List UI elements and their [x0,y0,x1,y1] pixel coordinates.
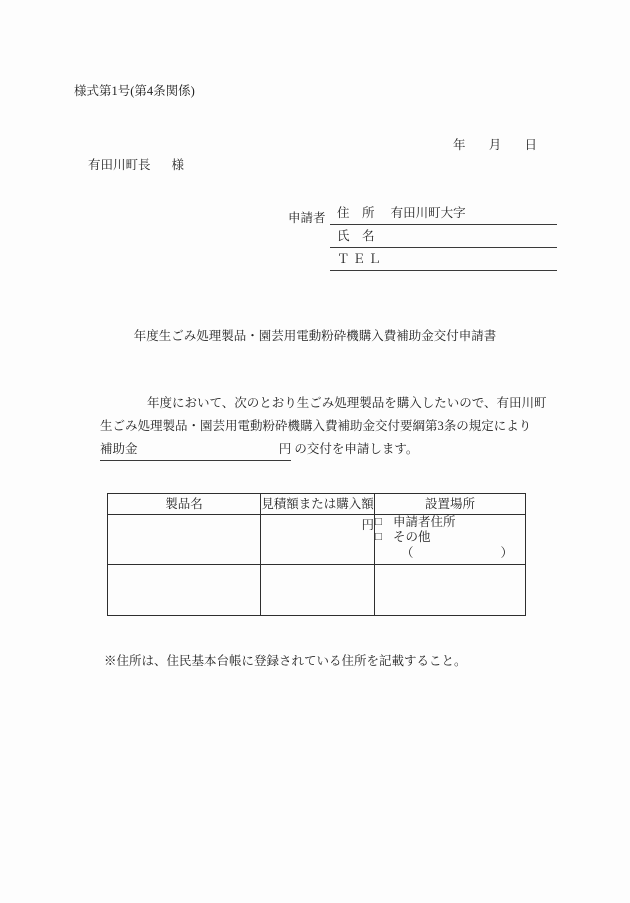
applicant-fields [330,202,557,271]
day-label: 日 [524,138,537,152]
addressee-name: 有田川町長 [88,158,151,172]
checkbox-applicant-address[interactable]: □ [375,516,382,528]
header-estimate-or-purchase-amount: 見積額または購入額 [261,494,375,515]
tel-fill-line[interactable] [330,248,557,271]
option-label-other: その他 [393,530,431,544]
name-fill-line[interactable] [330,225,557,248]
tel-label: Ｔ Ｅ Ｌ [337,252,381,266]
month-label: 月 [488,138,502,152]
checkbox-other[interactable]: □ [375,531,382,543]
footnote: ※住所は、住民基本台帳に登録されている住所を記載すること。 [104,654,467,668]
other-location-fill-blank[interactable] [401,546,513,561]
product-name-cell-2[interactable] [108,565,261,616]
body-paragraph [100,392,550,461]
product-name-cell[interactable] [108,515,261,565]
date-fill-line[interactable] [453,135,537,153]
paren-close: ） [500,546,513,560]
table-row [108,565,526,616]
document-title: 年度生ごみ処理製品・園芸用電動粉砕機購入費補助金交付申請書 [133,329,497,343]
body-line-2: 生ごみ処理製品・園芸用電動粉砕機購入費補助金交付要綱第3条の規定により [100,419,532,433]
subsidy-amount-fill-line[interactable] [100,439,291,461]
table-row [108,515,526,565]
option-label-applicant-address: 申請者住所 [393,515,456,529]
name-label: 氏 名 [337,229,375,243]
header-installation-location: 設置場所 [375,494,526,515]
amount-cell[interactable] [261,515,375,565]
addressee-line [88,155,184,173]
location-cell-2[interactable] [375,565,526,616]
paren-open: （ [401,546,414,560]
subsidy-amount-blank[interactable] [141,452,276,453]
header-product-name: 製品名 [108,494,261,515]
subsidy-label: 補助金 [100,442,138,456]
applicant-label: 申請者 [288,211,326,225]
addressee-honorific: 様 [171,158,185,172]
location-cell [375,515,526,565]
address-label: 住 所 [337,206,375,220]
body-line-3-suffix: の交付を申請します。 [294,442,419,456]
amount-yen-unit: 円 [361,518,374,532]
body-line-1: 年度において、次のとおり生ごみ処理製品を購入したいので、有田川町 [147,396,547,410]
body-line-3 [100,438,550,461]
location-option-applicant-address [375,515,525,530]
yen-unit-label: 円 [278,442,292,456]
location-option-other [375,530,525,545]
table-header-row [108,494,526,515]
address-fill-line[interactable] [330,202,557,225]
year-label: 年 [453,138,466,152]
amount-cell-2[interactable] [261,565,375,616]
form-number-label: 様式第1号(第4条関係) [74,84,195,98]
address-prefilled-value: 有田川町大字 [390,206,466,220]
product-table [107,493,526,616]
